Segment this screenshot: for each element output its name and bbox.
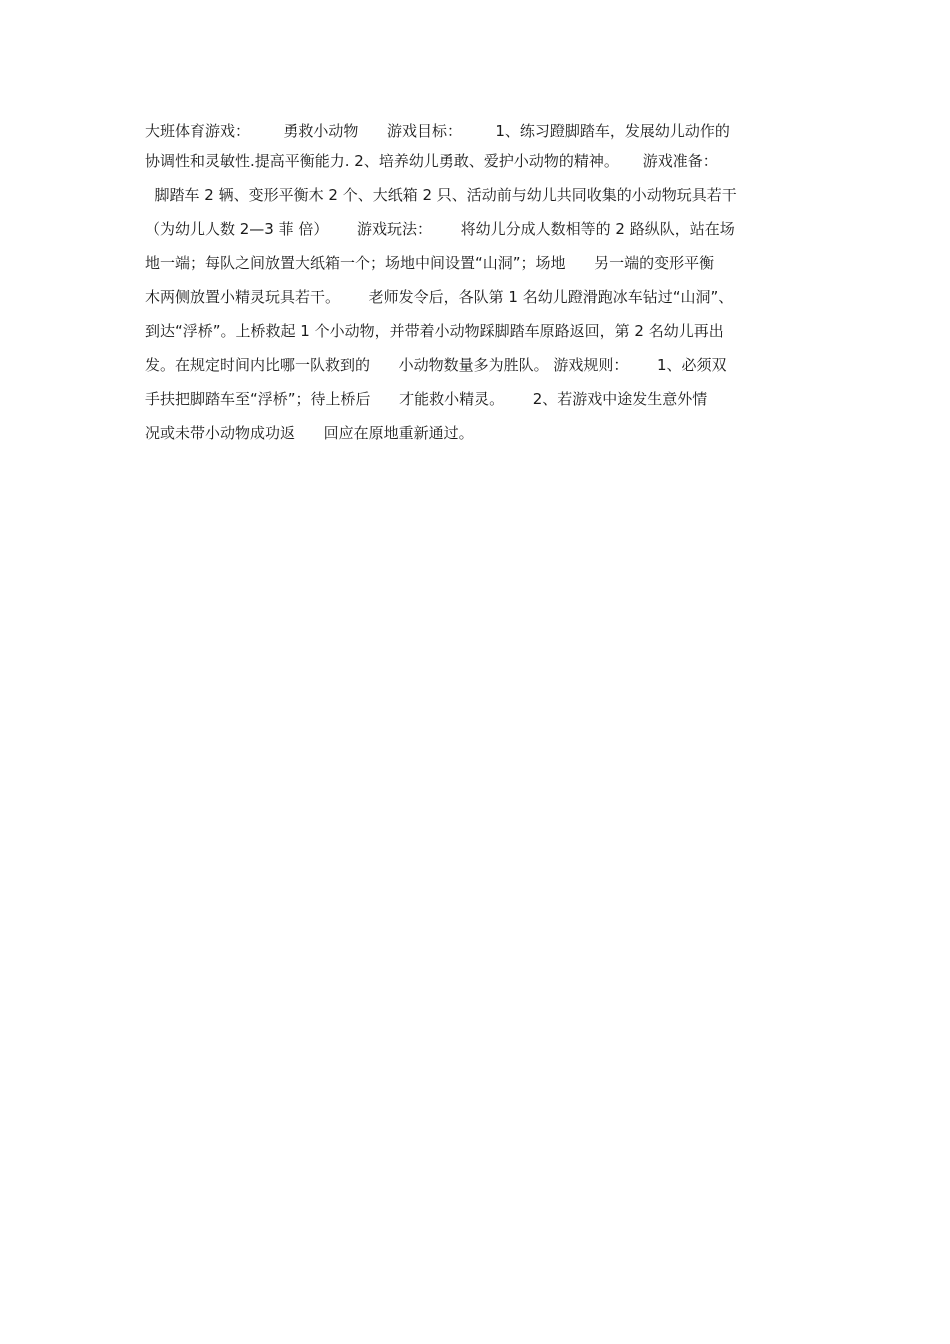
- text-line-5: 地一端；每队之间放置大纸箱一个；场地中间设置“山洞”；场地 另一端的变形平衡: [145, 254, 715, 272]
- text-line-4: （为幼儿人数 2—3 菲 倍） 游戏玩法： 将幼儿分成人数相等的 2 路纵队，站在场: [145, 220, 735, 238]
- text-line-6: 木两侧放置小精灵玩具若干。 老师发令后，各队第 1 名幼儿蹬滑跑冰车钻过“山洞”、: [145, 288, 734, 306]
- text-line-2: 协调性和灵敏性.提高平衡能力. 2、培养幼儿勇敢、爱护小动物的精神。 游戏准备：: [145, 152, 718, 170]
- text-line-3: 脚踏车 2 辆、变形平衡木 2 个、大纸箱 2 只、活动前与幼儿共同收集的小动物玩具若干: [145, 186, 737, 204]
- text-line-1: 大班体育游戏： 勇救小动物 游戏目标： 1、练习蹬脚踏车，发展幼儿动作的: [145, 122, 730, 140]
- text-line-10: 况或未带小动物成功返 回应在原地重新通过。: [145, 424, 474, 442]
- text-line-9: 手扶把脚踏车至“浮桥”；待上桥后 才能救小精灵。 2、若游戏中途发生意外情: [145, 390, 708, 408]
- text-line-8: 发。在规定时间内比哪一队救到的 小动物数量多为胜队。 游戏规则： 1、必须双: [145, 356, 727, 374]
- text-line-7: 到达“浮桥”。上桥救起 1 个小动物，并带着小动物踩脚踏车原路返回，第 2 名幼儿再出: [145, 322, 724, 340]
